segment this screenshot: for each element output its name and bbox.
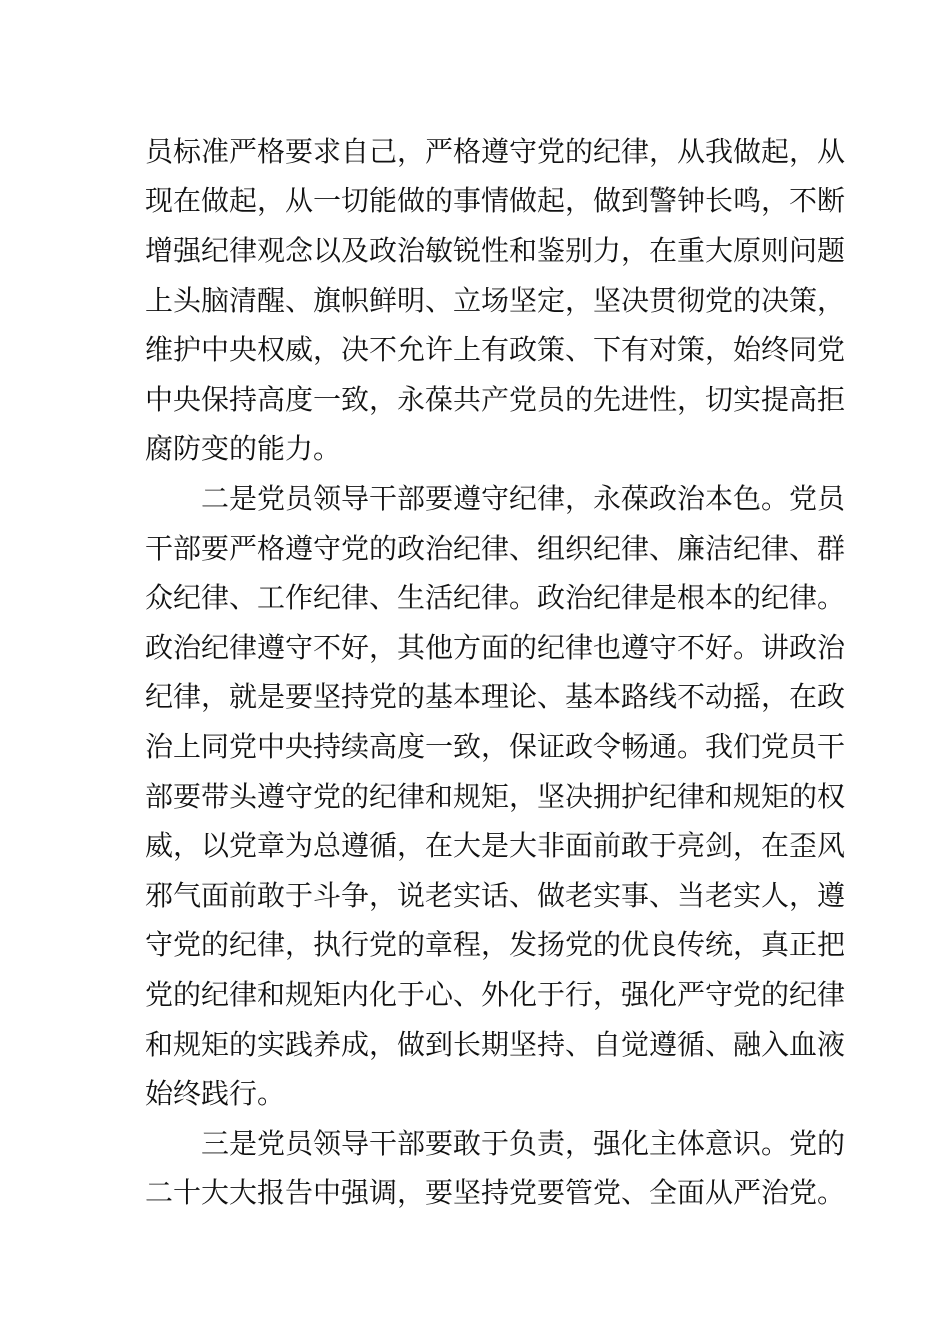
text-line-17: 守党的纪律，执行党的章程，发扬党的优良传统，真正把	[145, 928, 846, 961]
text-line-13: 治上同党中央持续高度一致，保证政令畅通。我们党员干	[145, 730, 846, 763]
text-line-12: 纪律，就是要坚持党的基本理论、基本路线不动摇，在政	[145, 680, 846, 713]
text-line-22: 二十大大报告中强调，要坚持党要管党、全面从严治党。	[145, 1176, 846, 1209]
text-line-20: 始终践行。	[145, 1077, 286, 1110]
text-line-16: 邪气面前敢于斗争，说老实话、做老实事、当老实人，遵	[145, 879, 846, 912]
text-line-9: 干部要严格遵守党的政治纪律、组织纪律、廉洁纪律、群	[145, 532, 846, 565]
text-line-15: 威，以党章为总遵循，在大是大非面前敢于亮剑，在歪风	[145, 829, 846, 862]
paragraph-3-start: 三是党员领导干部要敢于负责，强化主体意识。党的	[201, 1127, 846, 1160]
text-line-18: 党的纪律和规矩内化于心、外化于行，强化严守党的纪律	[145, 978, 846, 1011]
text-line-5: 维护中央权威，决不允许上有政策、下有对策，始终同党	[145, 333, 846, 366]
text-line-4: 上头脑清醒、旗帜鲜明、立场坚定，坚决贯彻党的决策，	[145, 284, 846, 317]
text-line-3: 增强纪律观念以及政治敏锐性和鉴别力，在重大原则问题	[145, 234, 846, 267]
text-line-2: 现在做起，从一切能做的事情做起，做到警钟长鸣，不断	[145, 184, 846, 217]
text-line-6: 中央保持高度一致，永葆共产党员的先进性，切实提高拒	[145, 383, 846, 416]
text-line-19: 和规矩的实践养成，做到长期坚持、自觉遵循、融入血液	[145, 1028, 846, 1061]
text-line-10: 众纪律、工作纪律、生活纪律。政治纪律是根本的纪律。	[145, 581, 846, 614]
text-line-7: 腐防变的能力。	[145, 432, 342, 465]
paragraph-2-start: 二是党员领导干部要遵守纪律，永葆政治本色。党员	[201, 482, 846, 515]
text-line-1: 员标准严格要求自己，严格遵守党的纪律，从我做起，从	[145, 135, 846, 168]
text-line-14: 部要带头遵守党的纪律和规矩，坚决拥护纪律和规矩的权	[145, 780, 846, 813]
text-line-11: 政治纪律遵守不好，其他方面的纪律也遵守不好。讲政治	[145, 631, 846, 664]
